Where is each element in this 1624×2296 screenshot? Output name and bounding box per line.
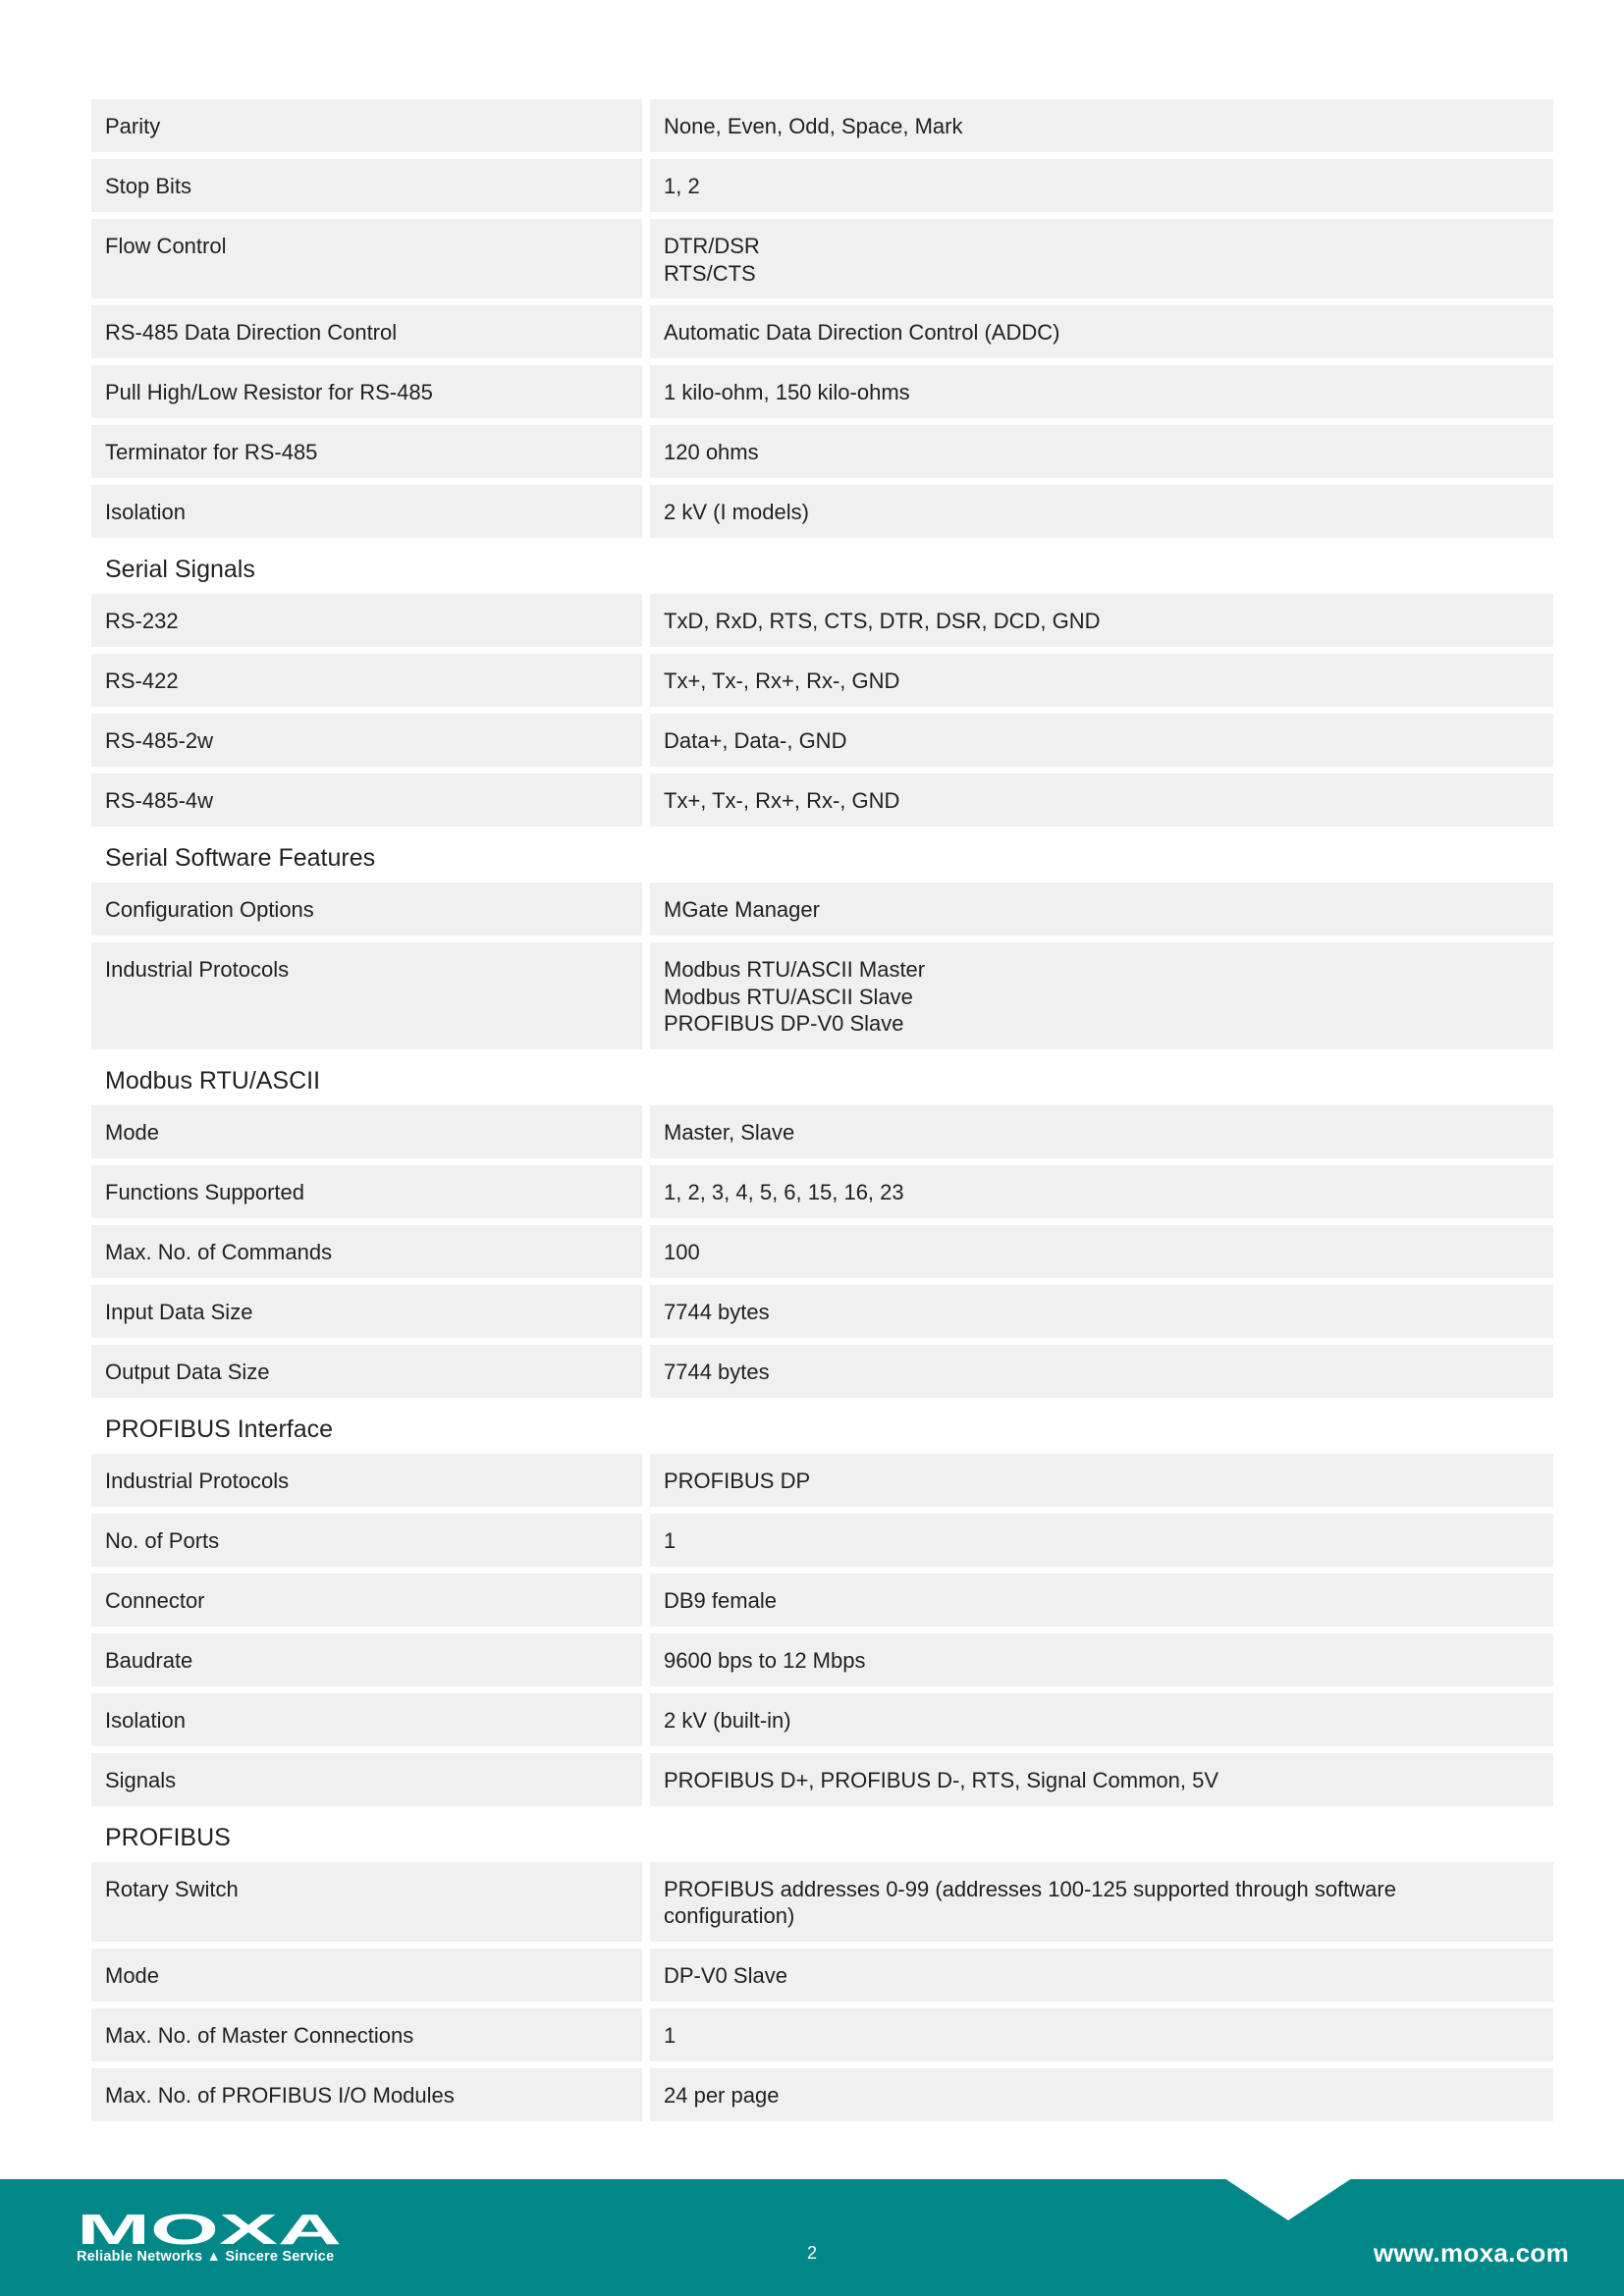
- spec-value-line: configuration): [664, 1903, 795, 1928]
- spec-value: [650, 942, 1553, 1049]
- spec-value: [650, 774, 1553, 827]
- spec-label: Max. No. of PROFIBUS I/O Modules: [91, 2068, 642, 2121]
- spec-value: [650, 714, 1553, 767]
- spec-value: [650, 882, 1553, 935]
- spec-row: [91, 2068, 1553, 2121]
- spec-value-line: DP-V0 Slave: [664, 1962, 787, 1988]
- spec-label: RS-485-2w: [91, 714, 642, 767]
- spec-value: [650, 1753, 1553, 1806]
- spec-row: [91, 942, 1553, 1049]
- spec-row: [91, 1285, 1553, 1338]
- spec-value-line: Data+, Data-, GND: [664, 728, 847, 753]
- spec-label: RS-232: [91, 594, 642, 647]
- spec-value-line: 2 kV (built-in): [664, 1707, 791, 1733]
- spec-value-line: DTR/DSR: [664, 234, 760, 258]
- spec-label: RS-485-4w: [91, 774, 642, 827]
- section-heading: PROFIBUS Interface: [105, 1415, 334, 1443]
- spec-row: [91, 1862, 1553, 1942]
- spec-value-line: 1: [664, 2022, 677, 2048]
- spec-label: Max. No. of Commands: [91, 1225, 642, 1278]
- spec-row: [91, 1574, 1553, 1627]
- spec-label: Mode: [91, 1105, 642, 1158]
- spec-row: [91, 305, 1553, 358]
- spec-value-line: None, Even, Odd, Space, Mark: [664, 114, 963, 138]
- svg-text:MOXA: MOXA: [77, 2212, 342, 2247]
- spec-value: [650, 1454, 1553, 1507]
- spec-row: [91, 159, 1553, 212]
- spec-label: Industrial Protocols: [91, 1454, 642, 1507]
- spec-label: Connector: [91, 1574, 642, 1627]
- spec-label: Input Data Size: [91, 1285, 642, 1338]
- spec-value-line: PROFIBUS D+, PROFIBUS D-, RTS, Signal Common, 5V: [664, 1767, 1219, 1792]
- spec-value: [650, 2068, 1553, 2121]
- spec-label: Signals: [91, 1753, 642, 1806]
- spec-value-line: 100: [664, 1239, 700, 1264]
- spec-row: [91, 654, 1553, 707]
- spec-value-line: 7744 bytes: [664, 1359, 770, 1384]
- spec-value-line: 7744 bytes: [664, 1299, 770, 1324]
- spec-label: Industrial Protocols: [91, 942, 642, 1049]
- spec-value-line: PROFIBUS addresses 0-99 (addresses 100-125 supported through software: [664, 1876, 1396, 1901]
- spec-row: [91, 1949, 1553, 2002]
- spec-row: [91, 1454, 1553, 1507]
- spec-value: [650, 1225, 1553, 1278]
- spec-row: [91, 219, 1553, 298]
- spec-value: [650, 99, 1553, 152]
- spec-value-line: Modbus RTU/ASCII Slave: [664, 984, 913, 1009]
- page-number: 2: [807, 2243, 818, 2263]
- spec-label: RS-485 Data Direction Control: [91, 305, 642, 358]
- section-heading: PROFIBUS: [105, 1823, 231, 1851]
- spec-value: [650, 219, 1553, 298]
- spec-row: [91, 1633, 1553, 1686]
- spec-label: Mode: [91, 1949, 642, 2002]
- spec-label: Functions Supported: [91, 1165, 642, 1218]
- moxa-logo: [77, 2212, 352, 2247]
- spec-row: [91, 1225, 1553, 1278]
- spec-value-line: Master, Slave: [664, 1119, 795, 1145]
- spec-value: [650, 1949, 1553, 2002]
- spec-value-line: Tx+, Tx-, Rx+, Rx-, GND: [664, 668, 900, 693]
- section-heading: Serial Signals: [105, 556, 255, 583]
- spec-label: Isolation: [91, 485, 642, 538]
- spec-value-line: PROFIBUS DP: [664, 1468, 811, 1493]
- spec-value-line: MGate Manager: [664, 897, 820, 922]
- spec-value-line: 2 kV (I models): [664, 500, 809, 524]
- spec-label: Max. No. of Master Connections: [91, 2008, 642, 2061]
- spec-row: [91, 714, 1553, 767]
- spec-value-line: 1: [664, 1527, 677, 1553]
- spec-label: Baudrate: [91, 1633, 642, 1686]
- spec-value-line: DB9 female: [664, 1587, 777, 1613]
- footer-notch: [1224, 2178, 1352, 2220]
- spec-table: [91, 99, 1553, 2128]
- spec-value-line: TxD, RxD, RTS, CTS, DTR, DSR, DCD, GND: [664, 609, 1101, 633]
- spec-value: [650, 1633, 1553, 1686]
- spec-value: [650, 365, 1553, 418]
- spec-value: [650, 1285, 1553, 1338]
- spec-row: [91, 594, 1553, 647]
- spec-value-line: PROFIBUS DP-V0 Slave: [664, 1011, 904, 1036]
- spec-value-line: RTS/CTS: [664, 260, 756, 286]
- spec-label: RS-422: [91, 654, 642, 707]
- spec-label: No. of Ports: [91, 1514, 642, 1567]
- website-link[interactable]: www.moxa.com: [1373, 2238, 1569, 2268]
- section-heading: Modbus RTU/ASCII: [105, 1066, 321, 1095]
- spec-value: [650, 1105, 1553, 1158]
- spec-row: [91, 1165, 1553, 1218]
- spec-value-line: 1, 2, 3, 4, 5, 6, 15, 16, 23: [664, 1179, 904, 1204]
- spec-label: Rotary Switch: [91, 1862, 642, 1942]
- spec-value: [650, 1574, 1553, 1627]
- spec-row: [91, 1105, 1553, 1158]
- spec-label: Terminator for RS-485: [91, 425, 642, 478]
- spec-value-line: Modbus RTU/ASCII Master: [664, 957, 926, 982]
- spec-value: [650, 485, 1553, 538]
- spec-row: [91, 882, 1553, 935]
- spec-value: [650, 1514, 1553, 1567]
- spec-row: [91, 1693, 1553, 1746]
- spec-row: [91, 774, 1553, 827]
- section-heading: Serial Software Features: [105, 844, 376, 872]
- spec-value-line: 24 per page: [664, 2082, 780, 2108]
- spec-label: Pull High/Low Resistor for RS-485: [91, 365, 642, 418]
- spec-value-line: 120 ohms: [664, 440, 759, 464]
- spec-label: Output Data Size: [91, 1345, 642, 1398]
- spec-row: [91, 485, 1553, 538]
- spec-value: [650, 425, 1553, 478]
- spec-row: [91, 2008, 1553, 2061]
- logo-tagline: Reliable Networks ▲ Sincere Service: [77, 2249, 335, 2265]
- spec-label: Parity: [91, 99, 642, 152]
- spec-value-line: 1 kilo-ohm, 150 kilo-ohms: [664, 380, 910, 404]
- spec-row: [91, 1753, 1553, 1806]
- spec-row: [91, 1345, 1553, 1398]
- spec-value-line: 9600 bps to 12 Mbps: [664, 1647, 866, 1673]
- spec-row: [91, 1514, 1553, 1567]
- spec-label: Stop Bits: [91, 159, 642, 212]
- spec-label: Configuration Options: [91, 882, 642, 935]
- spec-value-line: Tx+, Tx-, Rx+, Rx-, GND: [664, 788, 900, 813]
- spec-value: [650, 159, 1553, 212]
- spec-row: [91, 99, 1553, 152]
- spec-value-line: 1, 2: [664, 174, 700, 198]
- spec-value-line: Automatic Data Direction Control (ADDC): [664, 320, 1060, 345]
- spec-label: Isolation: [91, 1693, 642, 1746]
- spec-value: [650, 594, 1553, 647]
- spec-value: [650, 1345, 1553, 1398]
- spec-row: [91, 425, 1553, 478]
- spec-value: [650, 1693, 1553, 1746]
- spec-value: [650, 305, 1553, 358]
- spec-label: Flow Control: [91, 219, 642, 298]
- spec-value: [650, 1165, 1553, 1218]
- spec-value: [650, 2008, 1553, 2061]
- spec-row: [91, 365, 1553, 418]
- spec-value: [650, 1862, 1553, 1942]
- spec-value: [650, 654, 1553, 707]
